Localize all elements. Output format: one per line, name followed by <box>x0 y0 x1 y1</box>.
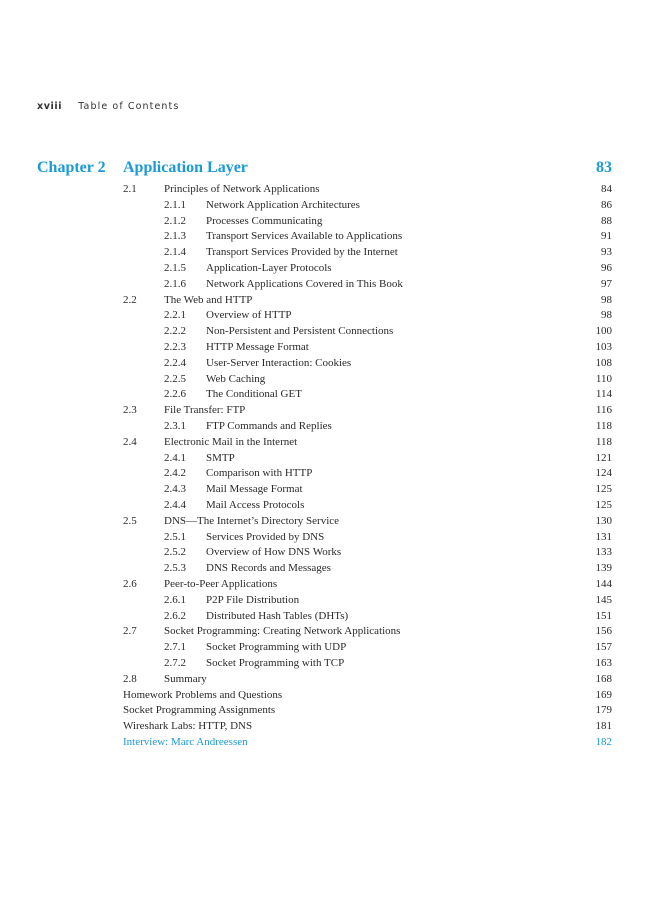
toc-subsection-entry[interactable] <box>0 451 660 467</box>
toc-entry-number: 2.5.1 <box>164 530 186 543</box>
toc-entry-title: Principles of Network Applications <box>164 183 320 195</box>
toc-entry-number: 2.5.3 <box>164 562 186 575</box>
toc-entry-number: 2.2.4 <box>164 356 186 369</box>
toc-subsection-entry[interactable] <box>0 561 660 577</box>
toc-entry-page: 169 <box>595 688 612 701</box>
toc-entry-number: 2.6.2 <box>164 609 186 622</box>
toc-subsection-entry[interactable] <box>0 340 660 356</box>
toc-entry-page: 103 <box>595 340 612 353</box>
toc-entry-page: 86 <box>601 198 612 211</box>
toc-entry-title: Network Application Architectures <box>206 198 360 211</box>
toc-entry-title: Mail Access Protocols <box>206 498 305 511</box>
toc-subsection-entry[interactable] <box>0 656 660 672</box>
toc-entry-page: 108 <box>595 356 612 369</box>
toc-subsection-entry[interactable] <box>0 245 660 261</box>
toc-backmatter-entry[interactable] <box>0 735 660 751</box>
running-head <box>37 101 179 112</box>
toc-entry-title: Transport Services Provided by the Internet <box>206 246 398 259</box>
toc-subsection-entry[interactable] <box>0 277 660 293</box>
toc-entry-page: 118 <box>595 435 612 448</box>
toc-entry-page: 121 <box>595 451 612 464</box>
toc-entry-title: Mail Message Format <box>206 483 303 496</box>
toc-entry-title: Interview: Marc Andreessen <box>123 735 248 748</box>
toc-entry-page: 124 <box>595 467 612 480</box>
toc-entry-page: 179 <box>595 704 612 717</box>
toc-entry-number: 2.3.1 <box>164 419 186 432</box>
toc-entry-number: 2.2.5 <box>164 372 186 385</box>
toc-entry-page: 139 <box>595 562 612 575</box>
toc-entry-page: 84 <box>601 183 612 195</box>
toc-entry-number: 2.4.4 <box>164 498 186 511</box>
toc-entry-page: 88 <box>601 214 612 227</box>
toc-entry-number: 2.4.1 <box>164 451 186 464</box>
toc-entry-title: Network Applications Covered in This Book <box>206 277 403 290</box>
toc-entry-page: 97 <box>601 277 612 290</box>
toc-entry-title: Electronic Mail in the Internet <box>164 435 298 448</box>
toc-entry-number: 2.2.3 <box>164 340 186 353</box>
toc-entry-number: 2.1.3 <box>164 230 186 243</box>
toc-entry-number: 2.1.6 <box>164 277 186 290</box>
toc-subsection-entry[interactable] <box>0 640 660 656</box>
toc-entry-page: 125 <box>595 483 612 496</box>
toc-entry-number: 2.8 <box>123 672 137 685</box>
toc-entry-title: HTTP Message Format <box>206 340 309 353</box>
toc-entry-page: 163 <box>595 656 612 669</box>
toc-entry-title: Socket Programming with UDP <box>206 641 347 654</box>
toc-entry-page: 116 <box>595 404 612 417</box>
toc-entry-title: Homework Problems and Questions <box>123 688 283 701</box>
toc-entry-number: 2.1.2 <box>164 214 186 227</box>
toc-subsection-entry[interactable] <box>0 609 660 625</box>
toc-subsection-entry[interactable] <box>0 466 660 482</box>
toc-subsection-entry[interactable] <box>0 356 660 372</box>
toc-entry-number: 2.7.2 <box>164 656 186 669</box>
toc-entry-number: 2.1.4 <box>164 246 186 259</box>
toc-entry-page: 168 <box>595 672 612 685</box>
toc-entry-number: 2.6 <box>123 577 137 590</box>
toc-entry-number: 2.4 <box>123 435 137 448</box>
toc-entry-number: 2.2 <box>123 293 137 306</box>
toc-entry-page: 98 <box>601 293 612 306</box>
toc-section-entry[interactable] <box>0 182 660 198</box>
toc-subsection-entry[interactable] <box>0 214 660 230</box>
toc-subsection-entry[interactable] <box>0 261 660 277</box>
toc-entry-title: Wireshark Labs: HTTP, DNS <box>123 720 253 733</box>
toc-entry-title: DNS—The Internet’s Directory Service <box>164 514 340 527</box>
toc-entry-number: 2.4.2 <box>164 467 186 480</box>
toc-entry-page: 156 <box>595 625 612 638</box>
toc-entry-title: Socket Programming Assignments <box>123 704 276 717</box>
toc-entry-page: 130 <box>595 514 612 527</box>
toc-entry-title: Web Caching <box>206 372 266 385</box>
toc-entry-page: 110 <box>595 372 612 385</box>
toc-entry-page: 144 <box>595 577 612 590</box>
toc-section-entry[interactable] <box>0 672 660 688</box>
toc-entry-title: Application-Layer Protocols <box>206 261 332 274</box>
toc-entry-title: Peer-to-Peer Applications <box>164 577 278 590</box>
toc-entry-title: Socket Programming with TCP <box>206 656 345 669</box>
toc-entry-page: 114 <box>595 388 612 401</box>
toc-entry-title: P2P File Distribution <box>206 593 300 606</box>
chapter-label: Chapter 2 <box>37 159 106 176</box>
toc-subsection-entry[interactable] <box>0 198 660 214</box>
toc-entry-page: 96 <box>601 261 612 274</box>
toc-entry-title: Overview of How DNS Works <box>206 546 342 559</box>
toc-entry-title: The Web and HTTP <box>164 293 253 306</box>
toc-entry-page: 157 <box>595 641 612 654</box>
toc-backmatter-entry[interactable] <box>0 719 660 735</box>
toc-section-entry[interactable] <box>0 293 660 309</box>
toc-subsection-entry[interactable] <box>0 545 660 561</box>
toc-subsection-entry[interactable] <box>0 308 660 324</box>
toc-entry-title: Services Provided by DNS <box>206 530 325 543</box>
toc-entry-page: 151 <box>595 609 612 622</box>
toc-entry-number: 2.5.2 <box>164 546 186 559</box>
toc-entry-title: Summary <box>164 672 207 685</box>
toc-entry-number: 2.4.3 <box>164 483 186 496</box>
toc-subsection-entry[interactable] <box>0 419 660 435</box>
toc-entry-number: 2.7.1 <box>164 641 186 654</box>
chapter-title: Application Layer <box>123 159 248 176</box>
toc-entry-page: 181 <box>595 720 612 733</box>
toc-entry-number: 2.7 <box>123 625 137 638</box>
toc-entry-title: File Transfer: FTP <box>164 404 246 417</box>
toc-backmatter-entry[interactable] <box>0 688 660 704</box>
toc-entry-title: Transport Services Available to Applications <box>206 230 403 243</box>
toc-section-entry[interactable] <box>0 403 660 419</box>
toc-entry-number: 2.3 <box>123 404 137 417</box>
toc-entry-title: Distributed Hash Tables (DHTs) <box>206 609 349 622</box>
toc-subsection-entry[interactable] <box>0 482 660 498</box>
toc-entry-page: 98 <box>601 309 612 322</box>
toc-entry-title: FTP Commands and Replies <box>206 419 332 432</box>
toc-entry-number: 2.6.1 <box>164 593 186 606</box>
toc-subsection-entry[interactable] <box>0 324 660 340</box>
toc-subsection-entry[interactable] <box>0 387 660 403</box>
toc-entry-title: SMTP <box>206 451 235 464</box>
toc-entry-page: 133 <box>595 546 612 559</box>
toc-entry-title: Socket Programming: Creating Network Applications <box>164 625 401 638</box>
toc-section-entry[interactable] <box>0 624 660 640</box>
toc-section-entry[interactable] <box>0 435 660 451</box>
toc-backmatter-entry[interactable] <box>0 703 660 719</box>
chapter-heading[interactable] <box>37 159 612 183</box>
toc-entry-page: 145 <box>595 593 612 606</box>
toc-entry-title: Comparison with HTTP <box>206 467 313 480</box>
page-number: xviii <box>37 101 63 112</box>
toc-entry-title: Non-Persistent and Persistent Connections <box>206 325 394 338</box>
toc-entry-page: 100 <box>595 325 612 338</box>
toc-entry-page: 182 <box>595 735 612 748</box>
toc-entry-number: 2.1.5 <box>164 261 186 274</box>
toc-entry-page: 91 <box>601 230 612 243</box>
toc-subsection-entry[interactable] <box>0 530 660 546</box>
toc-entry-title: Processes Communicating <box>206 214 323 227</box>
toc-list <box>0 182 660 751</box>
toc-entry-number: 2.2.6 <box>164 388 186 401</box>
toc-subsection-entry[interactable] <box>0 372 660 388</box>
toc-entry-page: 125 <box>595 498 612 511</box>
toc-subsection-entry[interactable] <box>0 229 660 245</box>
toc-entry-number: 2.2.1 <box>164 309 186 322</box>
running-head-title: Table of Contents <box>78 101 180 112</box>
toc-entry-title: DNS Records and Messages <box>206 562 331 575</box>
toc-entry-page: 118 <box>595 419 612 432</box>
toc-entry-number: 2.5 <box>123 514 137 527</box>
toc-subsection-entry[interactable] <box>0 593 660 609</box>
toc-section-entry[interactable] <box>0 577 660 593</box>
toc-entry-number: 2.1 <box>123 183 137 195</box>
toc-entry-page: 131 <box>595 530 612 543</box>
toc-entry-number: 2.1.1 <box>164 198 186 211</box>
toc-subsection-entry[interactable] <box>0 498 660 514</box>
toc-entry-number: 2.2.2 <box>164 325 186 338</box>
toc-entry-title: Overview of HTTP <box>206 309 292 322</box>
toc-section-entry[interactable] <box>0 514 660 530</box>
toc-entry-page: 93 <box>601 246 612 259</box>
toc-entry-title: The Conditional GET <box>206 388 302 401</box>
chapter-page-number: 83 <box>596 159 612 176</box>
toc-entry-title: User-Server Interaction: Cookies <box>206 356 352 369</box>
